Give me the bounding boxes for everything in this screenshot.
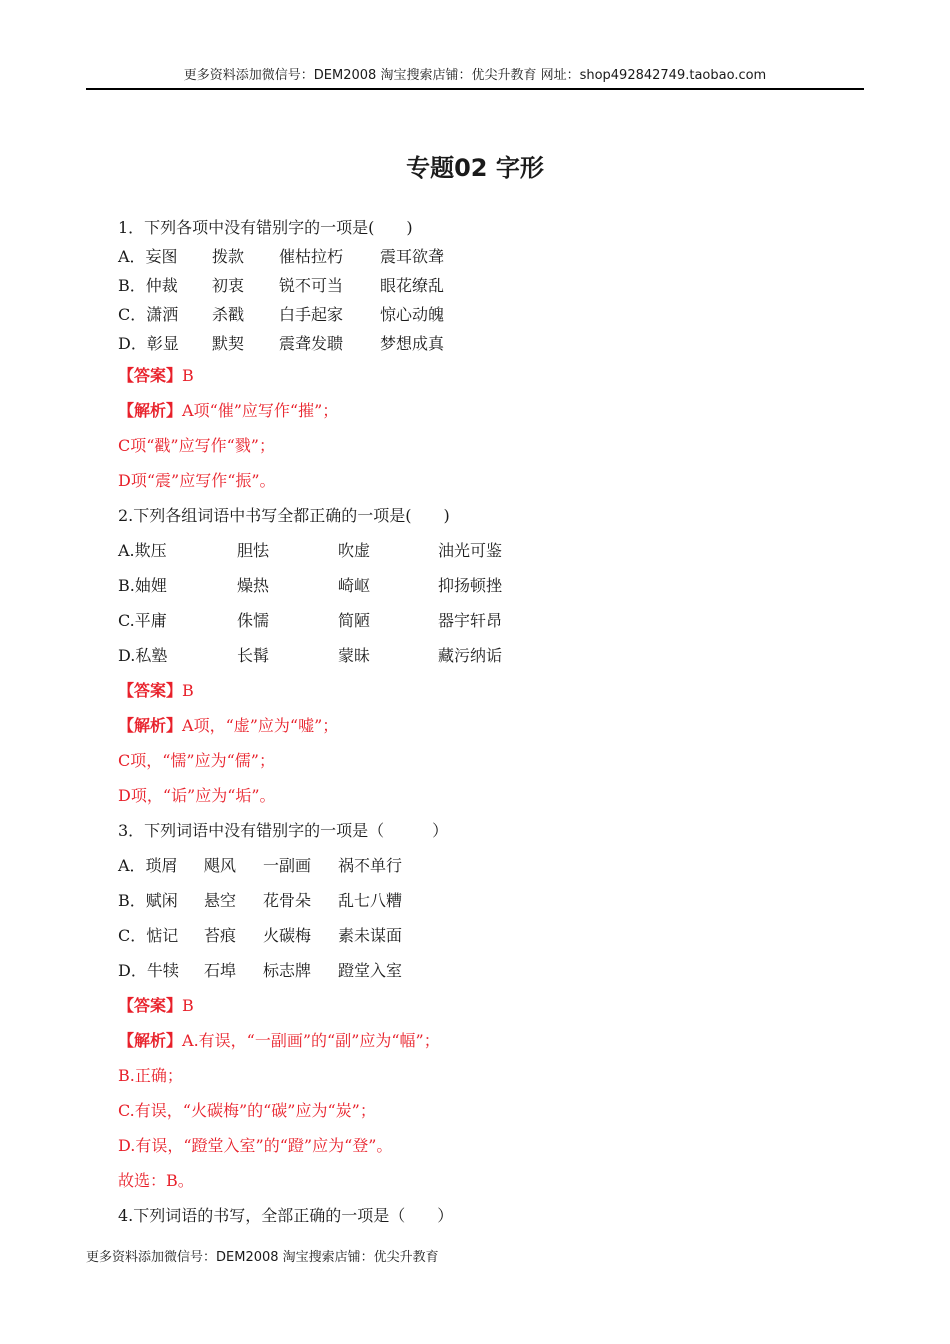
answer-tag: 【答案】 bbox=[118, 996, 183, 1015]
q3-c-4: 素未谋面 bbox=[338, 926, 403, 945]
q2-d-1: D.私塾 bbox=[118, 646, 168, 665]
answer-value: B bbox=[182, 681, 194, 700]
q2-c-1: C.平庸 bbox=[118, 611, 167, 630]
q1-c-1: C．潇洒 bbox=[118, 305, 179, 324]
q1-c-3: 白手起家 bbox=[279, 305, 344, 324]
q1-d-3: 震聋发聩 bbox=[279, 334, 344, 353]
q3-a-1: A．琐屑 bbox=[118, 856, 178, 875]
q2-analysis-2: C项，“懦”应为“儒”； bbox=[118, 751, 275, 770]
q3-analysis-1 bbox=[118, 1028, 440, 1051]
q3-b-2: 悬空 bbox=[204, 891, 237, 910]
q2-c-3: 简陋 bbox=[338, 611, 371, 630]
q2-b-4: 抑扬顿挫 bbox=[438, 576, 503, 595]
q1-a-3: 催枯拉朽 bbox=[279, 247, 344, 266]
q2-a-1: A.欺压 bbox=[118, 541, 167, 560]
q2-a-4: 油光可鉴 bbox=[438, 541, 503, 560]
q3-option-d bbox=[118, 958, 538, 980]
q1-b-4: 眼花缭乱 bbox=[380, 276, 445, 295]
analysis-text: A项“催”应写作“摧”； bbox=[182, 401, 339, 420]
q1-option-c bbox=[118, 302, 518, 324]
analysis-text: A项，“虚”应为“嘘”； bbox=[182, 716, 339, 735]
q2-option-c bbox=[118, 608, 538, 630]
q2-c-4: 器宇轩昂 bbox=[438, 611, 503, 630]
q3-c-3: 火碳梅 bbox=[263, 926, 312, 945]
answer-tag: 【答案】 bbox=[118, 681, 183, 700]
q3-c-2: 苔痕 bbox=[204, 926, 237, 945]
q1-analysis-1 bbox=[118, 398, 338, 421]
q3-option-b bbox=[118, 888, 538, 910]
q3-analysis-3: C.有误，“火碳梅”的“碳”应为“炭”； bbox=[118, 1101, 376, 1120]
q2-option-b bbox=[118, 573, 538, 595]
q3-d-3: 标志牌 bbox=[263, 961, 312, 980]
q1-analysis-2: C项“戳”应写作“戮”； bbox=[118, 436, 275, 455]
q1-b-2: 初衷 bbox=[212, 276, 245, 295]
analysis-tag: 【解析】 bbox=[118, 401, 183, 420]
q2-c-2: 侏懦 bbox=[237, 611, 270, 630]
q1-d-4: 梦想成真 bbox=[380, 334, 445, 353]
q1-d-2: 默契 bbox=[212, 334, 245, 353]
q3-d-2: 石埠 bbox=[204, 961, 237, 980]
q3-answer bbox=[118, 993, 194, 1016]
q1-analysis-3: D项“震”应写作“振”。 bbox=[118, 471, 276, 490]
q1-stem: 1．下列各项中没有错别字的一项是( ) bbox=[118, 218, 413, 237]
q2-d-2: 长髯 bbox=[237, 646, 270, 665]
q2-analysis-3: D项，“诟”应为“垢”。 bbox=[118, 786, 276, 805]
q3-option-a bbox=[118, 853, 538, 875]
q3-c-1: C．惦记 bbox=[118, 926, 179, 945]
q3-analysis-5: 故选：B。 bbox=[118, 1171, 194, 1190]
q3-b-4: 乱七八糟 bbox=[338, 891, 403, 910]
q3-b-3: 花骨朵 bbox=[263, 891, 312, 910]
q4-stem: 4.下列词语的书写，全部正确的一项是（ ） bbox=[118, 1206, 454, 1225]
q2-analysis-1 bbox=[118, 713, 338, 736]
q2-answer bbox=[118, 678, 194, 701]
page-footer: 更多资料添加微信号：DEM2008 淘宝搜索店铺：优尖升教育 bbox=[86, 1250, 439, 1265]
q2-a-2: 胆怯 bbox=[237, 541, 270, 560]
q3-a-4: 祸不单行 bbox=[338, 856, 403, 875]
answer-value: B bbox=[182, 996, 194, 1015]
q2-b-1: B.妯娌 bbox=[118, 576, 167, 595]
q2-a-3: 吹虚 bbox=[338, 541, 371, 560]
q2-stem: 2.下列各组词语中书写全都正确的一项是( ) bbox=[118, 506, 450, 525]
analysis-tag: 【解析】 bbox=[118, 716, 183, 735]
q1-b-3: 锐不可当 bbox=[279, 276, 344, 295]
q1-a-1: A．妄图 bbox=[118, 247, 178, 266]
analysis-text: A.有误，“一副画”的“副”应为“幅”； bbox=[182, 1031, 440, 1050]
q1-a-2: 拨款 bbox=[212, 247, 245, 266]
q2-d-3: 蒙昧 bbox=[338, 646, 371, 665]
q3-analysis-2: B.正确； bbox=[118, 1066, 183, 1085]
q2-option-d bbox=[118, 643, 538, 665]
q2-option-a bbox=[118, 538, 538, 560]
q3-option-c bbox=[118, 923, 538, 945]
q3-b-1: B．赋闲 bbox=[118, 891, 178, 910]
q3-analysis-4: D.有误，“蹬堂入室”的“蹬”应为“登”。 bbox=[118, 1136, 393, 1155]
q2-d-4: 藏污纳诟 bbox=[438, 646, 503, 665]
q2-b-3: 崎岖 bbox=[338, 576, 371, 595]
q1-answer bbox=[118, 363, 194, 386]
q1-option-a bbox=[118, 244, 518, 266]
q1-a-4: 震耳欲聋 bbox=[380, 247, 445, 266]
q1-option-b bbox=[118, 273, 518, 295]
q3-d-1: D．牛犊 bbox=[118, 961, 179, 980]
q2-b-2: 燥热 bbox=[237, 576, 270, 595]
q3-d-4: 蹬堂入室 bbox=[338, 961, 403, 980]
q1-option-d bbox=[118, 331, 518, 353]
q1-b-1: B．仲裁 bbox=[118, 276, 178, 295]
page-header: 更多资料添加微信号：DEM2008 淘宝搜索店铺：优尖升教育 网址：shop492842749.taobao.com bbox=[86, 66, 864, 90]
answer-value: B bbox=[182, 366, 194, 385]
q3-stem: 3．下列词语中没有错别字的一项是（ ） bbox=[118, 821, 449, 840]
q1-c-4: 惊心动魄 bbox=[380, 305, 445, 324]
q3-a-2: 飓风 bbox=[204, 856, 237, 875]
answer-tag: 【答案】 bbox=[118, 366, 183, 385]
page-title: 专题02 字形 bbox=[406, 154, 544, 182]
q1-c-2: 杀戳 bbox=[212, 305, 245, 324]
q3-a-3: 一副画 bbox=[263, 856, 312, 875]
analysis-tag: 【解析】 bbox=[118, 1031, 183, 1050]
q1-d-1: D．彰显 bbox=[118, 334, 179, 353]
